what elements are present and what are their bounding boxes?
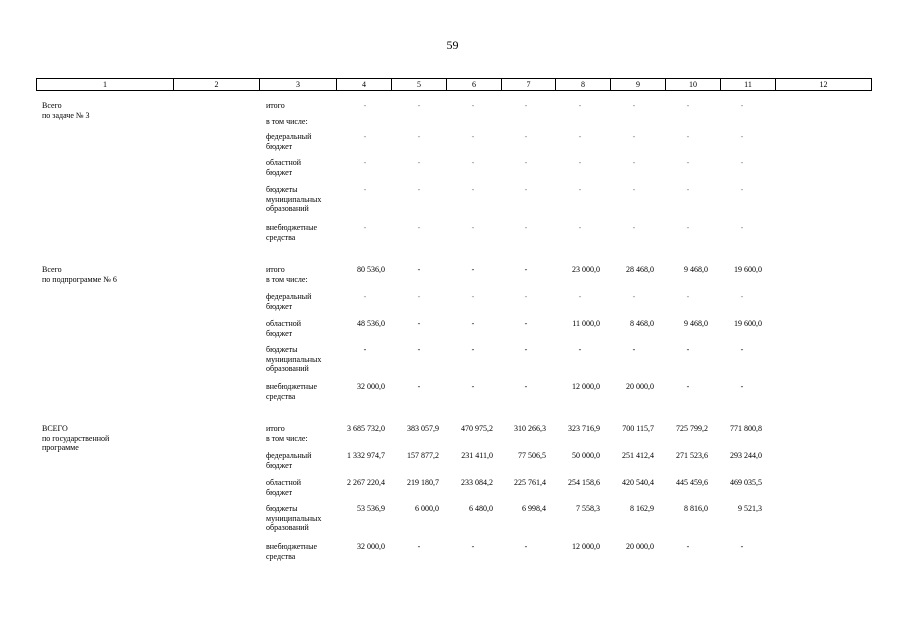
table-cell-value: - [524,158,528,167]
table-cell-value: - [578,158,582,167]
row-label-line: муниципальных [266,194,322,204]
row-label-line: федеральный [266,292,312,301]
table-cell-value: - [740,185,744,194]
table-cell-value: 11 000,0 [572,319,600,328]
table-cell-value: - [740,345,744,354]
table-cell-value: 8 468,0 [630,319,654,328]
table-cell-value: 219 180,7 [407,478,439,487]
table-cell-value: - [686,158,690,167]
row-label-line: муниципальных [266,354,322,364]
table-cell-value: 1 332 974,7 [347,451,385,460]
table-cell-value: - [417,158,421,167]
table-cell-value: - [471,542,475,551]
row-label [266,185,338,214]
row-label [266,345,338,374]
table-cell-value: 6 480,0 [469,504,493,513]
row-label-line: внебюджетные [266,542,317,551]
table-cell-value: 6 998,4 [522,504,546,513]
table-cell-value: - [740,382,744,391]
row-label-line: областной [266,158,302,167]
row-label-line: бюджет [266,141,293,151]
table-cell-value: - [524,132,528,141]
table-cell-value: - [471,158,475,167]
table-cell-value: - [363,292,367,301]
col-header-12: 12 [776,79,872,91]
table-cell-value: 231 411,0 [461,451,493,460]
table-cell-value: - [632,101,636,110]
col-header-5: 5 [392,79,447,91]
row-label [266,158,338,177]
table-cell-value: - [740,158,744,167]
table-cell-value: - [578,223,582,232]
table-cell-value: 2 267 220,4 [347,478,385,487]
col-header-8: 8 [556,79,611,91]
table-cell-value: - [363,185,367,194]
table-cell-value: - [417,345,421,354]
row-label [266,223,338,242]
table-cell-value: - [740,292,744,301]
table-cell-value: - [632,158,636,167]
table-cell-value: 157 877,2 [407,451,439,460]
table-cell-value: 771 800,8 [730,424,762,433]
table-cell-value: 251 412,4 [622,451,654,460]
row-label-line: средства [266,232,296,242]
section-label: Всего по подпрограмме № 6 [42,265,117,284]
table-cell-value: - [578,101,582,110]
table-cell-value: 469 035,5 [730,478,762,487]
table-cell-value: - [363,158,367,167]
row-label-line: внебюджетные [266,382,317,391]
table-cell-value: 445 459,6 [676,478,708,487]
table-cell-value: - [578,132,582,141]
col-header-7: 7 [502,79,556,91]
table-cell-value: 3 685 732,0 [347,424,385,433]
table-cell-value: - [471,382,475,391]
table-cell-value: - [417,223,421,232]
table-cell-value: 420 540,4 [622,478,654,487]
table-cell-value: - [524,542,528,551]
column-header-table [36,78,872,91]
table-cell-value: 725 799,2 [676,424,708,433]
table-cell-value: 9 468,0 [684,265,708,274]
row-label-line: итого [266,424,285,433]
table-cell-value: 700 115,7 [622,424,654,433]
table-cell-value: 20 000,0 [626,382,654,391]
section-label: ВСЕГО по государственной программе [42,424,110,452]
table-cell-value: 233 084,2 [461,478,493,487]
table-cell-value: - [632,185,636,194]
table-cell-value: - [632,345,636,354]
row-label-line: областной [266,478,302,487]
table-cell-value: - [417,132,421,141]
col-header-1: 1 [37,79,174,91]
row-label-line: средства [266,551,296,561]
table-cell-value: 254 158,6 [568,478,600,487]
table-cell-value: 8 816,0 [684,504,708,513]
table-cell-value: - [471,185,475,194]
table-cell-value: 20 000,0 [626,542,654,551]
table-cell-value: 383 057,9 [407,424,439,433]
table-cell-value: 293 244,0 [730,451,762,460]
row-label-line: образований [266,523,309,532]
col-header-10: 10 [666,79,721,91]
table-cell-value: 50 000,0 [572,451,600,460]
row-label-line: в том числе: [266,433,308,443]
table-cell-value: - [417,292,421,301]
table-cell-value: - [632,223,636,232]
row-label-line: внебюджетные [266,223,317,232]
table-cell-value: - [686,132,690,141]
table-cell-value: - [740,223,744,232]
table-cell-value: - [740,542,744,551]
table-cell-value: 6 000,0 [415,504,439,513]
row-label [266,292,338,311]
table-cell-value: 323 716,9 [568,424,600,433]
table-cell-value: - [524,185,528,194]
table-cell-value: - [363,345,367,354]
table-cell-value: 48 536,0 [357,319,385,328]
row-label-line: в том числе: [266,117,308,126]
row-label-line: бюджет [266,460,293,470]
table-cell-value: 23 000,0 [572,265,600,274]
section-label: Всего по задаче № 3 [42,101,90,120]
row-label-line: средства [266,391,296,401]
table-cell-value: - [524,345,528,354]
column-header-row [37,79,872,91]
col-header-9: 9 [611,79,666,91]
table-cell-value: - [363,223,367,232]
page-number: 59 [446,38,459,52]
row-label-line: итого [266,101,285,110]
col-header-2: 2 [174,79,260,91]
table-cell-value: - [417,319,421,328]
row-label-line: бюджет [266,301,293,311]
table-cell-value: 9 468,0 [684,319,708,328]
row-label-line: федеральный [266,132,312,141]
table-cell-value: 12 000,0 [572,542,600,551]
table-cell-value: - [471,223,475,232]
table-cell-value: - [417,185,421,194]
row-label-line: бюджет [266,487,293,497]
table-cell-value: - [686,382,690,391]
table-cell-value: - [686,345,690,354]
row-label-line: бюджет [266,167,293,177]
row-label-line: образований [266,204,309,213]
col-header-11: 11 [721,79,776,91]
table-cell-value: - [471,101,475,110]
row-label-line: в том числе: [266,274,308,284]
table-cell-value: 7 558,3 [576,504,600,513]
table-cell-value: 80 536,0 [357,265,385,274]
row-label [266,101,338,111]
table-cell-value: - [578,345,582,354]
table-cell-value: 32 000,0 [357,542,385,551]
table-cell-value: - [417,265,421,274]
row-label-line: бюджеты [266,504,298,513]
row-label-line: итого [266,265,285,274]
table-cell-value: 19 600,0 [734,265,762,274]
table-cell-value: - [578,185,582,194]
table-cell-value: - [524,382,528,391]
row-label-line: образований [266,364,309,373]
table-cell-value: 28 468,0 [626,265,654,274]
table-cell-value: 12 000,0 [572,382,600,391]
table-cell-value: 310 266,3 [514,424,546,433]
table-cell-value: - [417,542,421,551]
table-cell-value: - [524,319,528,328]
table-cell-value: - [363,132,367,141]
row-label-line: муниципальных [266,513,322,523]
row-label-line: бюджеты [266,345,298,354]
table-cell-value: - [471,265,475,274]
table-cell-value: 19 600,0 [734,319,762,328]
table-cell-value: - [686,292,690,301]
table-cell-value: - [471,319,475,328]
col-header-3: 3 [260,79,337,91]
table-cell-value: - [417,101,421,110]
table-cell-value: - [578,292,582,301]
table-cell-value: 53 536,9 [357,504,385,513]
table-cell-value: - [524,101,528,110]
table-cell-value: - [524,292,528,301]
table-cell-value: - [632,292,636,301]
table-cell-value: 32 000,0 [357,382,385,391]
row-label-line: бюджет [266,328,293,338]
col-header-6: 6 [447,79,502,91]
table-cell-value: 9 521,3 [738,504,762,513]
row-label-line: областной [266,319,302,328]
row-label [266,132,338,151]
table-cell-value: - [632,132,636,141]
table-cell-value: 271 523,6 [676,451,708,460]
row-label-line: бюджеты [266,185,298,194]
table-cell-value: - [524,265,528,274]
table-cell-value: - [740,101,744,110]
table-cell-value: 470 975,2 [461,424,493,433]
table-cell-value: - [471,292,475,301]
table-cell-value: - [471,132,475,141]
table-cell-value: - [686,185,690,194]
table-cell-value: - [686,223,690,232]
row-label-line: федеральный [266,451,312,460]
table-cell-value: - [524,223,528,232]
table-cell-value: 225 761,4 [514,478,546,487]
table-cell-value: - [740,132,744,141]
table-cell-value: - [686,101,690,110]
table-cell-value: - [363,101,367,110]
row-label [266,117,338,127]
col-header-4: 4 [337,79,392,91]
table-cell-value: 77 506,5 [518,451,546,460]
table-cell-value: 8 162,9 [630,504,654,513]
table-cell-value: - [417,382,421,391]
table-cell-value: - [471,345,475,354]
table-cell-value: - [686,542,690,551]
